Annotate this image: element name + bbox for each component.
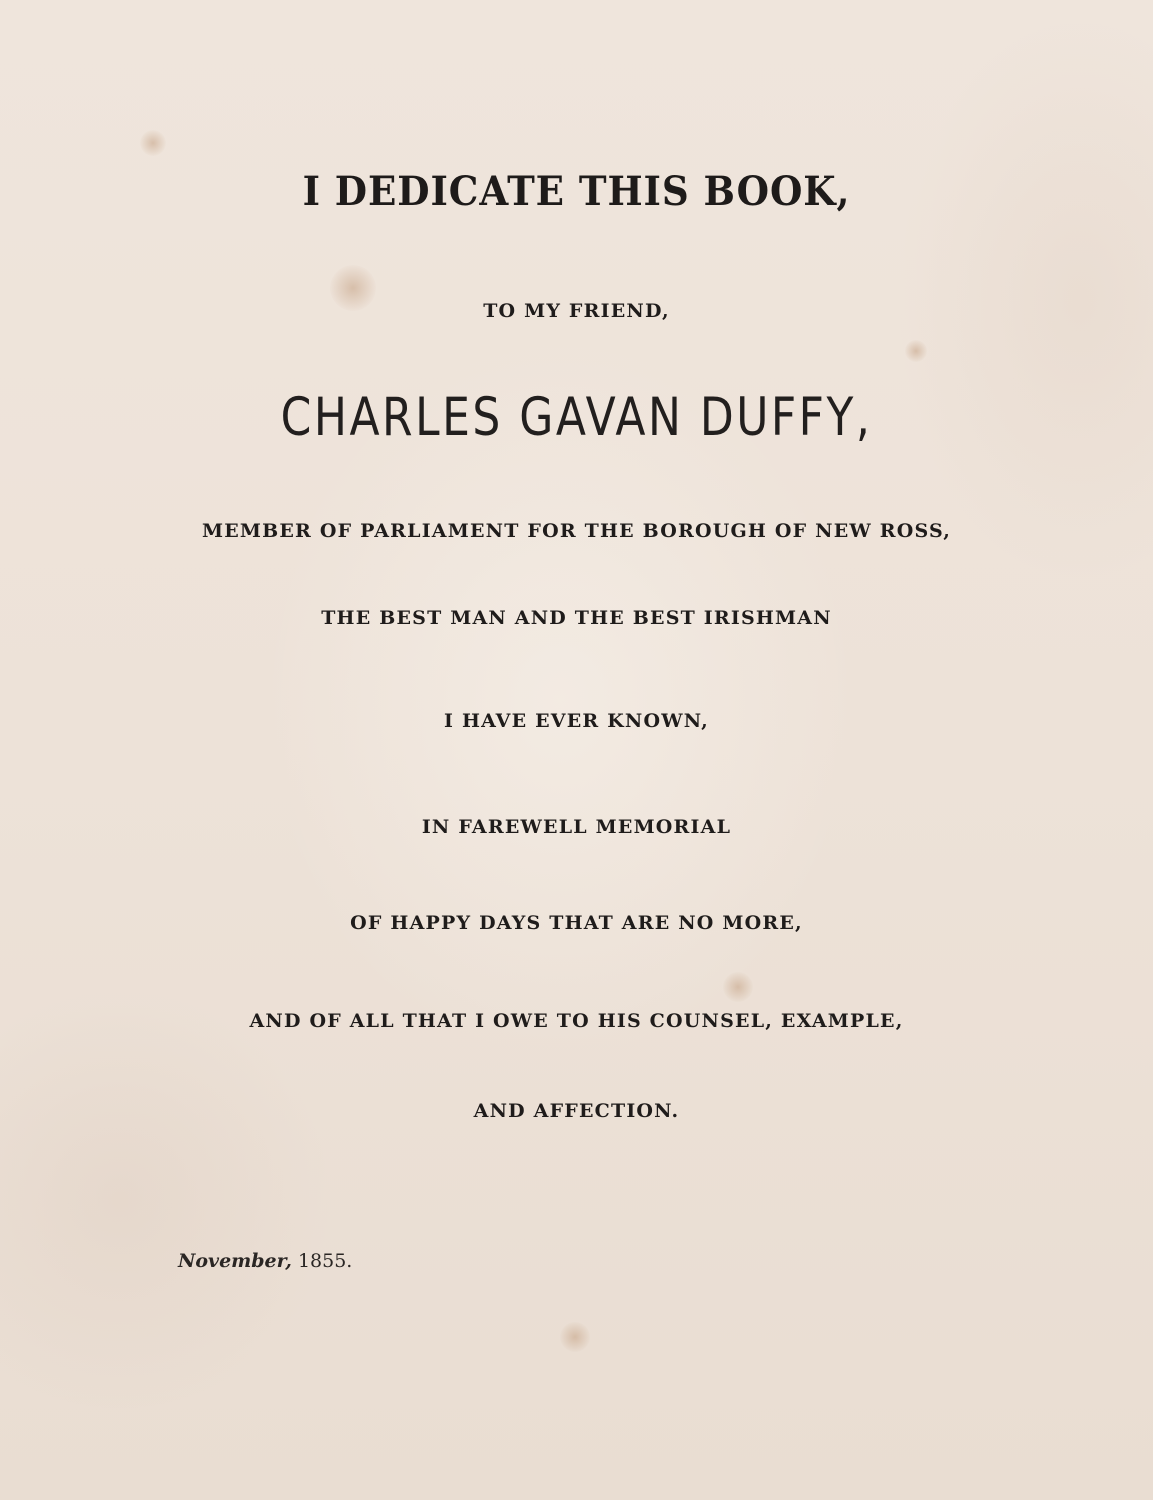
dedication-line: IN FAREWELL MEMORIAL (421, 816, 732, 838)
dedication-line: THE BEST MAN AND THE BEST IRISHMAN (321, 607, 832, 629)
foxing-spot (905, 340, 927, 362)
dedication-date (178, 1250, 352, 1272)
foxing-spot (723, 972, 753, 1002)
date-month: November, (178, 1250, 292, 1272)
dedicatee-name: CHARLES GAVAN DUFFY, (280, 387, 873, 448)
dedication-line: AND OF ALL THAT I OWE TO HIS COUNSEL, EXAMPLE, (249, 1010, 904, 1032)
dedication-line: OF HAPPY DAYS THAT ARE NO MORE, (350, 912, 803, 934)
dedication-title: I DEDICATE THIS BOOK, (302, 168, 851, 215)
dedication-line: AND AFFECTION. (473, 1100, 680, 1122)
foxing-spot (560, 1322, 590, 1352)
date-year: 1855. (297, 1250, 353, 1272)
dedication-line: MEMBER OF PARLIAMENT FOR THE BOROUGH OF NEW ROSS, (201, 520, 952, 542)
to-friend-line: TO MY FRIEND, (483, 300, 670, 322)
dedication-line: I HAVE EVER KNOWN, (444, 710, 709, 732)
foxing-spot (140, 130, 166, 156)
